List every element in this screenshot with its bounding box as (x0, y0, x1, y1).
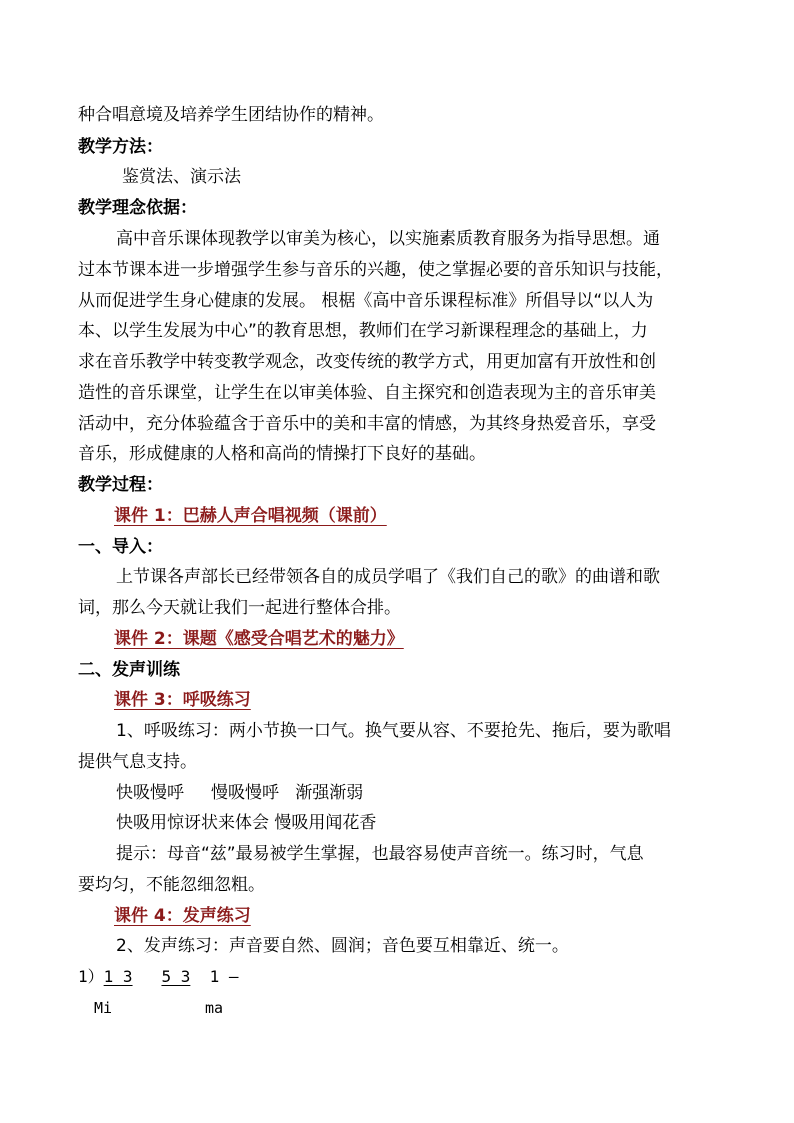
section-vocal-training: 二、发声训练 (78, 660, 180, 680)
text-line: 从而促进学生身心健康的发展。 根椐《高中音乐课程标准》所倡导以“以人为 (78, 291, 654, 311)
text-line: 要均匀，不能忽细忽粗。 (78, 875, 265, 895)
text-line: 造性的音乐课堂，让学生在以审美体验、自主探究和创造表现为主的音乐审美 (78, 383, 656, 403)
text-line: 快吸慢呼 慢吸慢呼 渐强渐弱 (116, 783, 364, 803)
jianpu-notation (78, 962, 239, 992)
section-intro: 一、导入： (78, 537, 163, 557)
notation-prefix: 1） (78, 967, 104, 986)
text-line: 求在音乐教学中转变教学观念，改变传统的教学方式，用更加富有开放性和创 (78, 352, 656, 372)
text-line: 过本节课本进一步增强学生参与音乐的兴趣，使之掌握必要的音乐知识与技能， (78, 260, 673, 280)
notation-group-1: 1 3 (103, 967, 133, 986)
text-line: 词，那么今天就让我们一起进行整体合排。 (78, 598, 401, 618)
text-line: 音乐，形成健康的人格和高尚的情操打下良好的基础。 (78, 444, 486, 464)
heading-methods: 教学方法： (78, 137, 163, 157)
text-line: 鉴赏法、演示法 (122, 167, 241, 187)
courseware-label-4: 课件 4：发声练习 (114, 906, 251, 926)
courseware-label-1: 课件 1：巴赫人声合唱视频（课前） (114, 506, 387, 526)
text-line: 快吸用惊讶状来体会 慢吸用闻花香 (116, 813, 377, 833)
text-line: 2、发声练习：声音要自然、圆润；音色要互相靠近、统一。 (116, 936, 569, 956)
lyric-mi: Mi (94, 999, 113, 1017)
courseware-label-3: 课件 3：呼吸练习 (114, 690, 251, 710)
text-line: 高中音乐课体现教学以审美为核心，以实施素质教育服务为指导思想。通 (116, 229, 660, 249)
notation-tail: 1 — (190, 967, 239, 986)
text-line: 1、呼吸练习：两小节换一口气。换气要从容、不要抢先、拖后，要为歌唱 (116, 721, 671, 741)
heading-process: 教学过程： (78, 475, 163, 495)
courseware-label-2: 课件 2：课题《感受合唱艺术的魅力》 (114, 629, 404, 649)
lyric-ma: ma (205, 999, 224, 1017)
notation-gap (133, 967, 162, 986)
text-line: 上节课各声部长已经带领各自的成员学唱了《我们自己的歌》的曲谱和歌 (116, 567, 660, 587)
text-line: 本、以学生发展为中心”的教育思想，教师们在学习新课程理念的基础上，力 (78, 321, 648, 341)
text-line: 种合唱意境及培养学生团结协作的精神。 (78, 105, 384, 125)
notation-group-2: 5 3 (161, 967, 191, 986)
text-line: 提供气息支持。 (78, 752, 197, 772)
heading-philosophy: 教学理念依据： (78, 198, 197, 218)
text-line: 提示：母音“兹”最易被学生掌握，也最容易使声音统一。练习时，气息 (116, 844, 644, 864)
text-line: 活动中，充分体验蕴含于音乐中的美和丰富的情感，为其终身热爱音乐，享受 (78, 414, 656, 434)
